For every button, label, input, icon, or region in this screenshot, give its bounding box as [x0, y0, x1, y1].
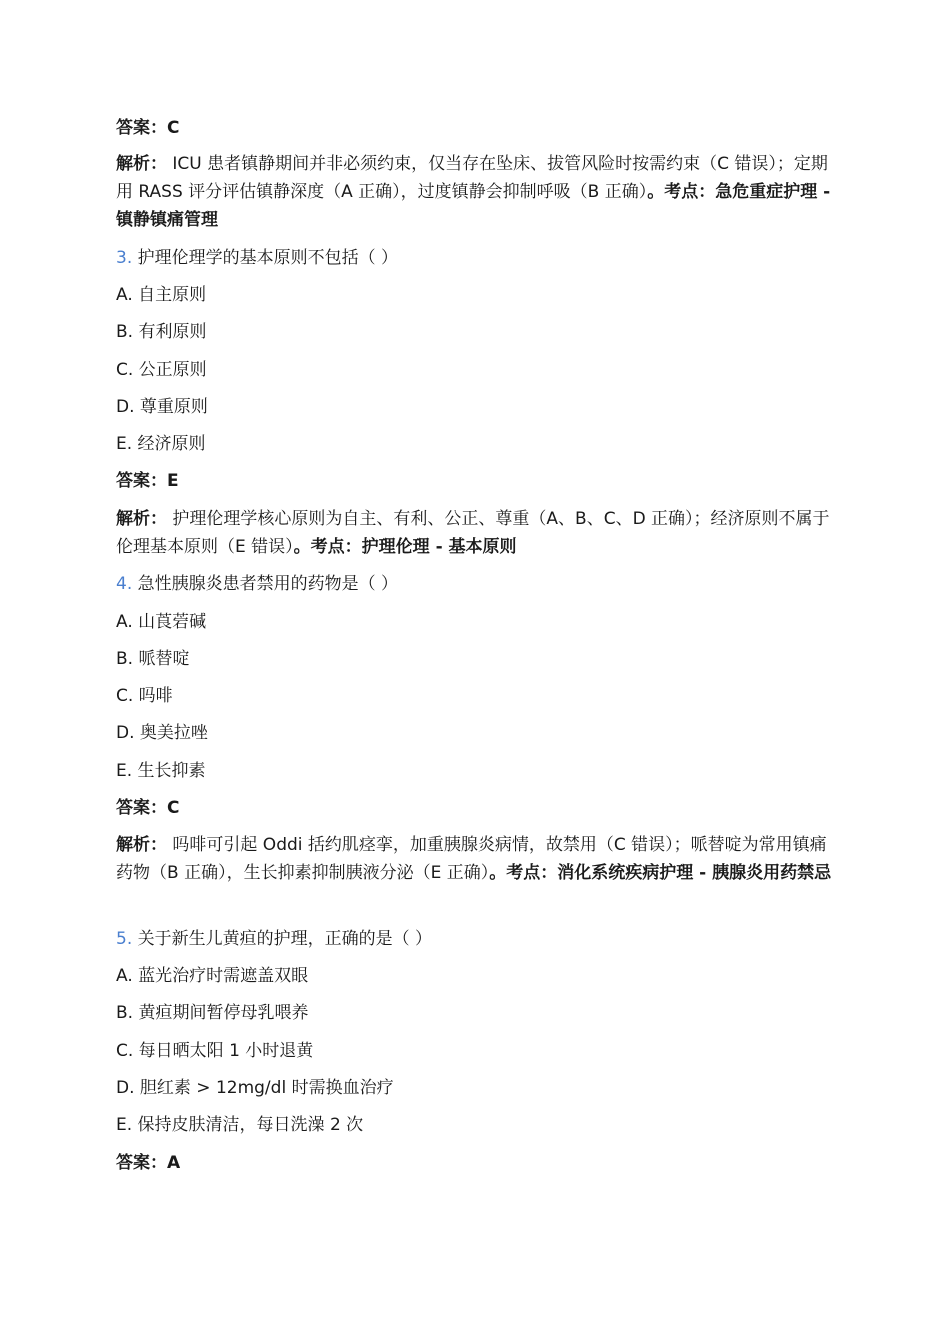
q4-option-b: B. 哌替啶 [116, 649, 190, 669]
q4-option-a: A. 山莨菪碱 [116, 612, 207, 632]
analysis-tail: 。考点：护理伦理 - 基本原则 [293, 537, 517, 557]
q4-analysis [116, 831, 836, 887]
question-number: 5. [116, 929, 133, 949]
answer-label: 答案： [116, 1153, 167, 1173]
q5-option-e: E. 保持皮肤清洁，每日洗澡 2 次 [116, 1115, 364, 1135]
analysis-text: 吗啡可引起 Oddi 括约肌痉挛，加重胰腺炎病情，故禁用（C 错误）；哌替啶为常用镇痛药物（B 正确），生长抑素抑制胰液分泌（E 正确） [116, 835, 827, 883]
question-number: 3. [116, 248, 133, 268]
q4-stem [116, 570, 398, 598]
question-text: 关于新生儿黄疸的护理，正确的是（ ） [137, 929, 433, 949]
answer-label: 答案： [116, 798, 167, 818]
q5-option-c: C. 每日晒太阳 1 小时退黄 [116, 1041, 314, 1061]
analysis-label: 解析： [116, 509, 167, 529]
q4-option-e: E. 生长抑素 [116, 761, 206, 781]
question-text: 急性胰腺炎患者禁用的药物是（ ） [137, 574, 399, 594]
q5-answer [116, 1149, 180, 1177]
q3-analysis [116, 505, 836, 561]
q5-option-d: D. 胆红素 > 12mg/dl 时需换血治疗 [116, 1078, 394, 1098]
q5-option-b: B. 黄疸期间暂停母乳喂养 [116, 1003, 309, 1023]
analysis-label: 解析： [116, 835, 167, 855]
q2-answer [116, 114, 179, 142]
q4-option-c: C. 吗啡 [116, 686, 173, 706]
q2-analysis [116, 150, 836, 234]
answer-value: A [167, 1153, 181, 1173]
q5-stem [116, 925, 432, 953]
answer-label: 答案： [116, 118, 167, 138]
question-number: 4. [116, 574, 133, 594]
analysis-tail: 。考点：消化系统疾病护理 - 胰腺炎用药禁忌 [489, 863, 832, 883]
q3-option-c: C. 公正原则 [116, 360, 207, 380]
q3-option-d: D. 尊重原则 [116, 397, 208, 417]
q3-option-e: E. 经济原则 [116, 434, 206, 454]
q5-option-a: A. 蓝光治疗时需遮盖双眼 [116, 966, 309, 986]
analysis-label: 解析： [116, 154, 167, 174]
q4-option-d: D. 奥美拉唑 [116, 723, 208, 743]
q3-stem [116, 244, 398, 272]
q3-option-b: B. 有利原则 [116, 322, 207, 342]
answer-value: E [167, 471, 179, 491]
answer-value: C [167, 118, 180, 138]
q4-answer [116, 794, 179, 822]
question-text: 护理伦理学的基本原则不包括（ ） [137, 248, 399, 268]
analysis-tail: 。考点：急危重症护理 - 镇静镇痛管理 [116, 182, 831, 230]
q3-answer [116, 467, 179, 495]
answer-label: 答案： [116, 471, 167, 491]
analysis-text: 护理伦理学核心原则为自主、有利、公正、尊重（A、B、C、D 正确）；经济原则不属于伦理基本原则（E 错误） [116, 509, 830, 557]
answer-value: C [167, 798, 180, 818]
q3-option-a: A. 自主原则 [116, 285, 207, 305]
analysis-text: ICU 患者镇静期间并非必须约束，仅当存在坠床、拔管风险时按需约束（C 错误）；定期用 RASS 评分评估镇静深度（A 正确），过度镇静会抑制呼吸（B 正确） [116, 154, 828, 202]
